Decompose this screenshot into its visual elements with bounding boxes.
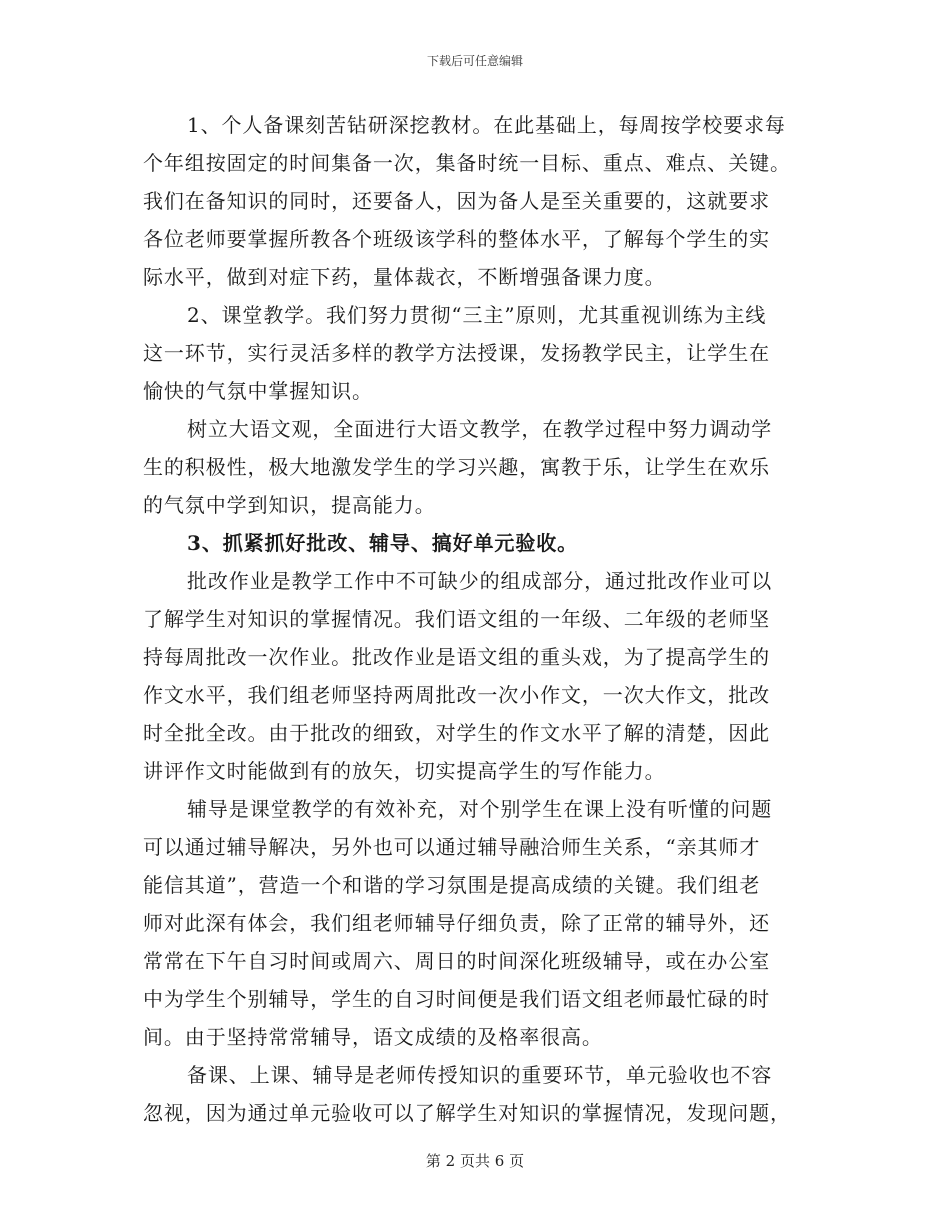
text-line: 愉快的气氛中掌握知识。 — [143, 379, 373, 403]
text-line: 持每周批改一次作业。批改作业是语文组的重头戏，为了提高学生的 — [143, 645, 770, 669]
text-line: 讲评作文时能做到有的放矢，切实提高学生的写作能力。 — [143, 759, 666, 783]
text-line: 忽视，因为通过单元验收可以了解学生对知识的掌握情况，发现问题， — [143, 1101, 791, 1125]
text-line: 各位老师要掌握所教各个班级该学科的整体水平，了解每个学生的实 — [143, 227, 770, 251]
text-line: 师对此深有体会，我们组老师辅导仔细负责，除了正常的辅导外，还 — [143, 911, 770, 935]
page-header: 下载后可任意编辑 — [426, 54, 523, 68]
text-line: 这一环节，实行灵活多样的教学方法授课，发扬教学民主，让学生在 — [143, 341, 770, 365]
text-line: 1、个人备课刻苦钻研深挖教材。在此基础上，每周按学校要求每 — [187, 113, 786, 137]
text-line: 可以通过辅导解决，另外也可以通过辅导融洽师生关系，“亲其师才 — [143, 835, 761, 859]
text-line: 能信其道”，营造一个和谐的学习氛围是提高成绩的关键。我们组老 — [143, 873, 761, 897]
text-line: 批改作业是教学工作中不可缺少的组成部分，通过批改作业可以 — [187, 569, 773, 593]
text-line: 树立大语文观，全面进行大语文教学，在教学过程中努力调动学 — [187, 417, 773, 441]
text-line: 时全批全改。由于批改的细致，对学生的作文水平了解的清楚，因此 — [143, 721, 770, 745]
document-body — [143, 106, 807, 1132]
text-line: 2、课堂教学。我们努力贯彻“三主”原则，尤其重视训练为主线 — [187, 303, 767, 327]
text-line: 的气氛中学到知识，提高能力。 — [143, 493, 436, 517]
text-line: 备课、上课、辅导是老师传授知识的重要环节，单元验收也不容 — [187, 1063, 773, 1087]
text-line: 常常在下午自习时间或周六、周日的时间深化班级辅导，或在办公室 — [143, 949, 770, 973]
page-footer: 第 2 页共 6 页 — [425, 1152, 525, 1170]
section-heading: 3、抓紧抓好批改、辅导、搞好单元验收。 — [187, 531, 579, 555]
text-line: 间。由于坚持常常辅导，语文成绩的及格率很高。 — [143, 1025, 603, 1049]
text-line: 个年组按固定的时间集备一次，集备时统一目标、重点、难点、关键。 — [143, 151, 791, 175]
text-line: 际水平，做到对症下药，量体裁衣，不断增强备课力度。 — [143, 265, 666, 289]
text-line: 辅导是课堂教学的有效补充，对个别学生在课上没有听懂的问题 — [187, 797, 773, 821]
text-line: 中为学生个别辅导，学生的自习时间便是我们语文组老师最忙碌的时 — [143, 987, 770, 1011]
text-line: 我们在备知识的同时，还要备人，因为备人是至关重要的，这就要求 — [143, 189, 770, 213]
text-line: 作文水平，我们组老师坚持两周批改一次小作文，一次大作文，批改 — [143, 683, 770, 707]
text-line: 生的积极性，极大地激发学生的学习兴趣，寓教于乐，让学生在欢乐 — [143, 455, 770, 479]
text-line: 了解学生对知识的掌握情况。我们语文组的一年级、二年级的老师坚 — [143, 607, 770, 631]
